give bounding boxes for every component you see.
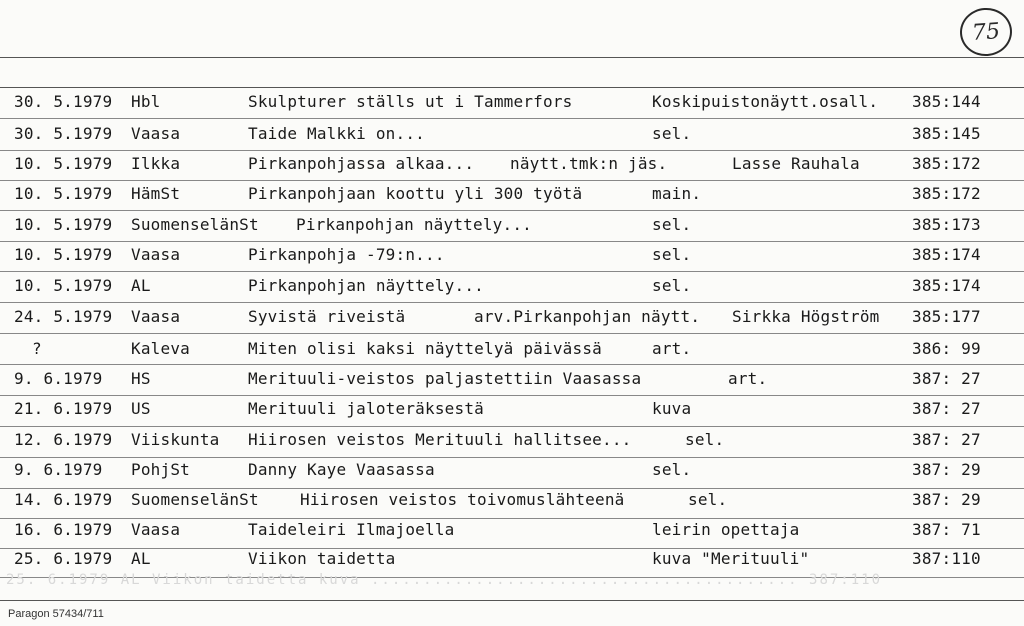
entry-note: sel.	[652, 276, 692, 295]
entry-note: näytt.tmk:n jäs.	[510, 154, 668, 173]
entry-title: Skulpturer ställs ut i Tammerfors	[248, 92, 573, 111]
entry-author: Sirkka Högström	[732, 307, 880, 326]
entry-note: Koskipuistonäytt.osall.	[652, 92, 879, 111]
entry-source: AL	[131, 276, 151, 295]
entry-reference: 387:110	[912, 549, 981, 568]
entry-reference: 385:145	[912, 124, 981, 143]
page-number: 75	[971, 18, 1001, 46]
entry-reference: 385:173	[912, 215, 981, 234]
entry-reference: 385:172	[912, 154, 981, 173]
entry-title: Pirkanpohja -79:n...	[248, 245, 445, 264]
entry-date: 9. 6.1979	[14, 369, 103, 388]
row-divider	[0, 210, 1024, 211]
entry-date: 21. 6.1979	[14, 399, 113, 418]
row-divider	[0, 302, 1024, 303]
entry-source: PohjSt	[131, 460, 190, 479]
entry-reference: 385:144	[912, 92, 981, 111]
entry-reference: 387: 27	[912, 430, 981, 449]
entry-note: sel.	[652, 460, 692, 479]
entry-source: Vaasa	[131, 520, 181, 539]
entry-note: sel.	[652, 215, 692, 234]
entry-source: Viiskunta	[131, 430, 220, 449]
entry-author: Lasse Rauhala	[732, 154, 860, 173]
row-divider	[0, 241, 1024, 242]
entry-note: sel.	[688, 490, 728, 509]
entry-title: Taide Malkki on...	[248, 124, 425, 143]
row-divider	[0, 548, 1024, 549]
entry-date: 10. 5.1979	[14, 276, 113, 295]
entry-date: 24. 5.1979	[14, 307, 113, 326]
printer-mark: Paragon 57434/711	[8, 608, 104, 620]
entry-source: HämSt	[131, 184, 181, 203]
entry-title: Pirkanpohjassa alkaa...	[248, 154, 475, 173]
entry-title: Pirkanpohjan näyttely...	[296, 215, 532, 234]
entry-note: kuva "Merituuli"	[652, 549, 810, 568]
entry-source: Vaasa	[131, 124, 181, 143]
row-divider	[0, 180, 1024, 181]
entry-note: sel.	[652, 124, 692, 143]
entry-reference: 387: 29	[912, 460, 981, 479]
entry-title: Viikon taidetta	[248, 549, 396, 568]
entry-reference: 386: 99	[912, 339, 981, 358]
entry-date: 14. 6.1979	[14, 490, 113, 509]
entry-reference: 387: 29	[912, 490, 981, 509]
entry-reference: 387: 71	[912, 520, 981, 539]
entry-reference: 385:172	[912, 184, 981, 203]
entry-title: Pirkanpohjaan koottu yli 300 työtä	[248, 184, 583, 203]
entry-note: art.	[728, 369, 768, 388]
top-rule	[0, 57, 1024, 58]
entry-date: 10. 5.1979	[14, 154, 113, 173]
entry-title: Miten olisi kaksi näyttelyä päivässä	[248, 339, 602, 358]
entry-note: art.	[652, 339, 692, 358]
entry-date: ?	[32, 339, 42, 358]
entry-source: Ilkka	[131, 154, 181, 173]
header-rule	[0, 87, 1024, 88]
entry-title: Hiirosen veistos Merituuli hallitsee...	[248, 430, 632, 449]
entry-title: Danny Kaye Vaasassa	[248, 460, 435, 479]
entry-reference: 387: 27	[912, 369, 981, 388]
entry-date: 12. 6.1979	[14, 430, 113, 449]
row-divider	[0, 488, 1024, 489]
row-divider	[0, 364, 1024, 365]
entry-date: 10. 5.1979	[14, 215, 113, 234]
entry-date: 9. 6.1979	[14, 460, 103, 479]
entry-reference: 385:174	[912, 245, 981, 264]
entry-source: HS	[131, 369, 151, 388]
entry-date: 30. 5.1979	[14, 92, 113, 111]
row-divider	[0, 457, 1024, 458]
entry-source: SuomenselänSt	[131, 490, 259, 509]
entry-source: SuomenselänSt	[131, 215, 259, 234]
row-divider	[0, 395, 1024, 396]
entry-title: Syvistä riveistä	[248, 307, 406, 326]
entry-note: leirin opettaja	[652, 520, 800, 539]
entry-note: main.	[652, 184, 702, 203]
entry-reference: 385:177	[912, 307, 981, 326]
entry-date: 16. 6.1979	[14, 520, 113, 539]
row-divider	[0, 271, 1024, 272]
row-divider	[0, 518, 1024, 519]
entry-note: sel.	[652, 245, 692, 264]
entry-note: sel.	[685, 430, 725, 449]
entry-reference: 387: 27	[912, 399, 981, 418]
entry-source: Kaleva	[131, 339, 190, 358]
entry-date: 30. 5.1979	[14, 124, 113, 143]
entry-source: Vaasa	[131, 245, 181, 264]
entry-title: Pirkanpohjan näyttely...	[248, 276, 484, 295]
entry-source: AL	[131, 549, 151, 568]
entry-note: kuva	[652, 399, 692, 418]
entry-title: Hiirosen veistos toivomuslähteenä	[300, 490, 625, 509]
bottom-rule	[0, 600, 1024, 601]
entry-note: arv.Pirkanpohjan näytt.	[474, 307, 701, 326]
entry-source: Hbl	[131, 92, 161, 111]
entry-title: Merituuli-veistos paljastettiin Vaasassa	[248, 369, 642, 388]
page-number-circle	[958, 6, 1013, 58]
entry-title: Taideleiri Ilmajoella	[248, 520, 455, 539]
row-divider	[0, 118, 1024, 119]
entry-date: 10. 5.1979	[14, 184, 113, 203]
row-divider	[0, 150, 1024, 151]
entry-date: 25. 6.1979	[14, 549, 113, 568]
entry-title: Merituuli jaloteräksestä	[248, 399, 484, 418]
entry-date: 10. 5.1979	[14, 245, 113, 264]
entry-reference: 385:174	[912, 276, 981, 295]
entry-source: Vaasa	[131, 307, 181, 326]
ghost-text: 25. 6.1979 AL Viikon taidetta kuva ......................................... 387:110	[6, 572, 883, 588]
row-divider	[0, 333, 1024, 334]
entry-source: US	[131, 399, 151, 418]
row-divider	[0, 426, 1024, 427]
